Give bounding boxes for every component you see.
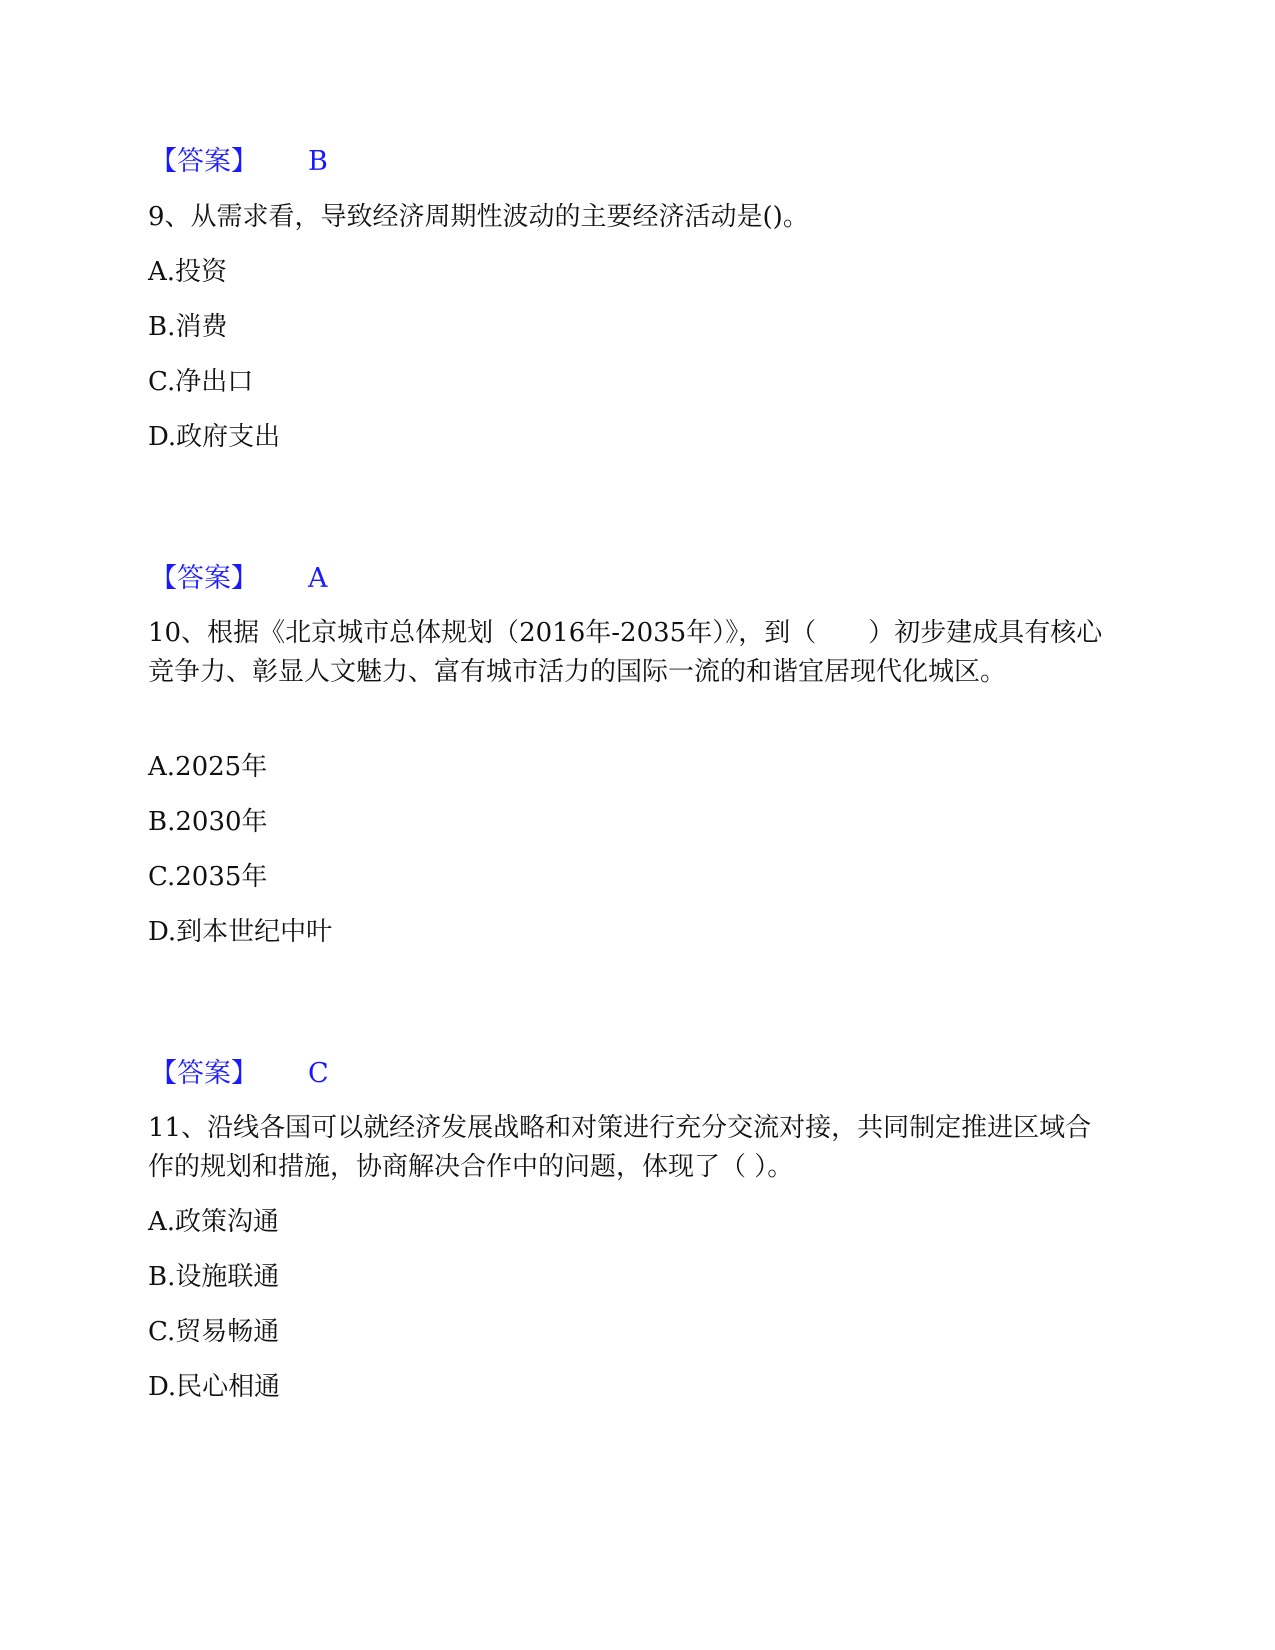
answer-value: A xyxy=(308,563,328,594)
option-d: D.到本世纪中叶 xyxy=(148,917,333,947)
answer-value: B xyxy=(308,146,328,177)
question-text: 9、从需求看，导致经济周期性波动的主要经济活动是()。 xyxy=(148,202,809,232)
answer-line xyxy=(150,147,328,177)
answer-label: 【答案】 xyxy=(150,563,258,594)
option-b: B.2030年 xyxy=(148,807,268,837)
option-a: A.投资 xyxy=(148,257,228,287)
question-text: 10、根据《北京城市总体规划（2016年-2035年）》，到（ ）初步建成具有核心竞争力、彰显人文魅力、富有城市活力的国际一流的和谐宜居现代化城区。 xyxy=(148,618,1103,687)
option-d: D.政府支出 xyxy=(148,422,281,452)
answer-line xyxy=(150,1059,329,1089)
option-a: A.2025年 xyxy=(148,752,268,782)
answer-value: C xyxy=(308,1058,329,1089)
answer-label: 【答案】 xyxy=(150,1058,258,1089)
option-c: C.净出口 xyxy=(148,367,254,397)
option-b: B.消费 xyxy=(148,312,228,342)
option-c: C.2035年 xyxy=(148,862,268,892)
option-d: D.民心相通 xyxy=(148,1372,281,1402)
answer-line xyxy=(150,564,328,594)
option-c: C.贸易畅通 xyxy=(148,1317,280,1347)
option-b: B.设施联通 xyxy=(148,1262,280,1292)
option-a: A.政策沟通 xyxy=(148,1207,280,1237)
question-text: 11、沿线各国可以就经济发展战略和对策进行充分交流对接，共同制定推进区域合作的规划和措施，协商解决合作中的问题，体现了（ ）。 xyxy=(148,1113,1092,1182)
answer-label: 【答案】 xyxy=(150,146,258,177)
